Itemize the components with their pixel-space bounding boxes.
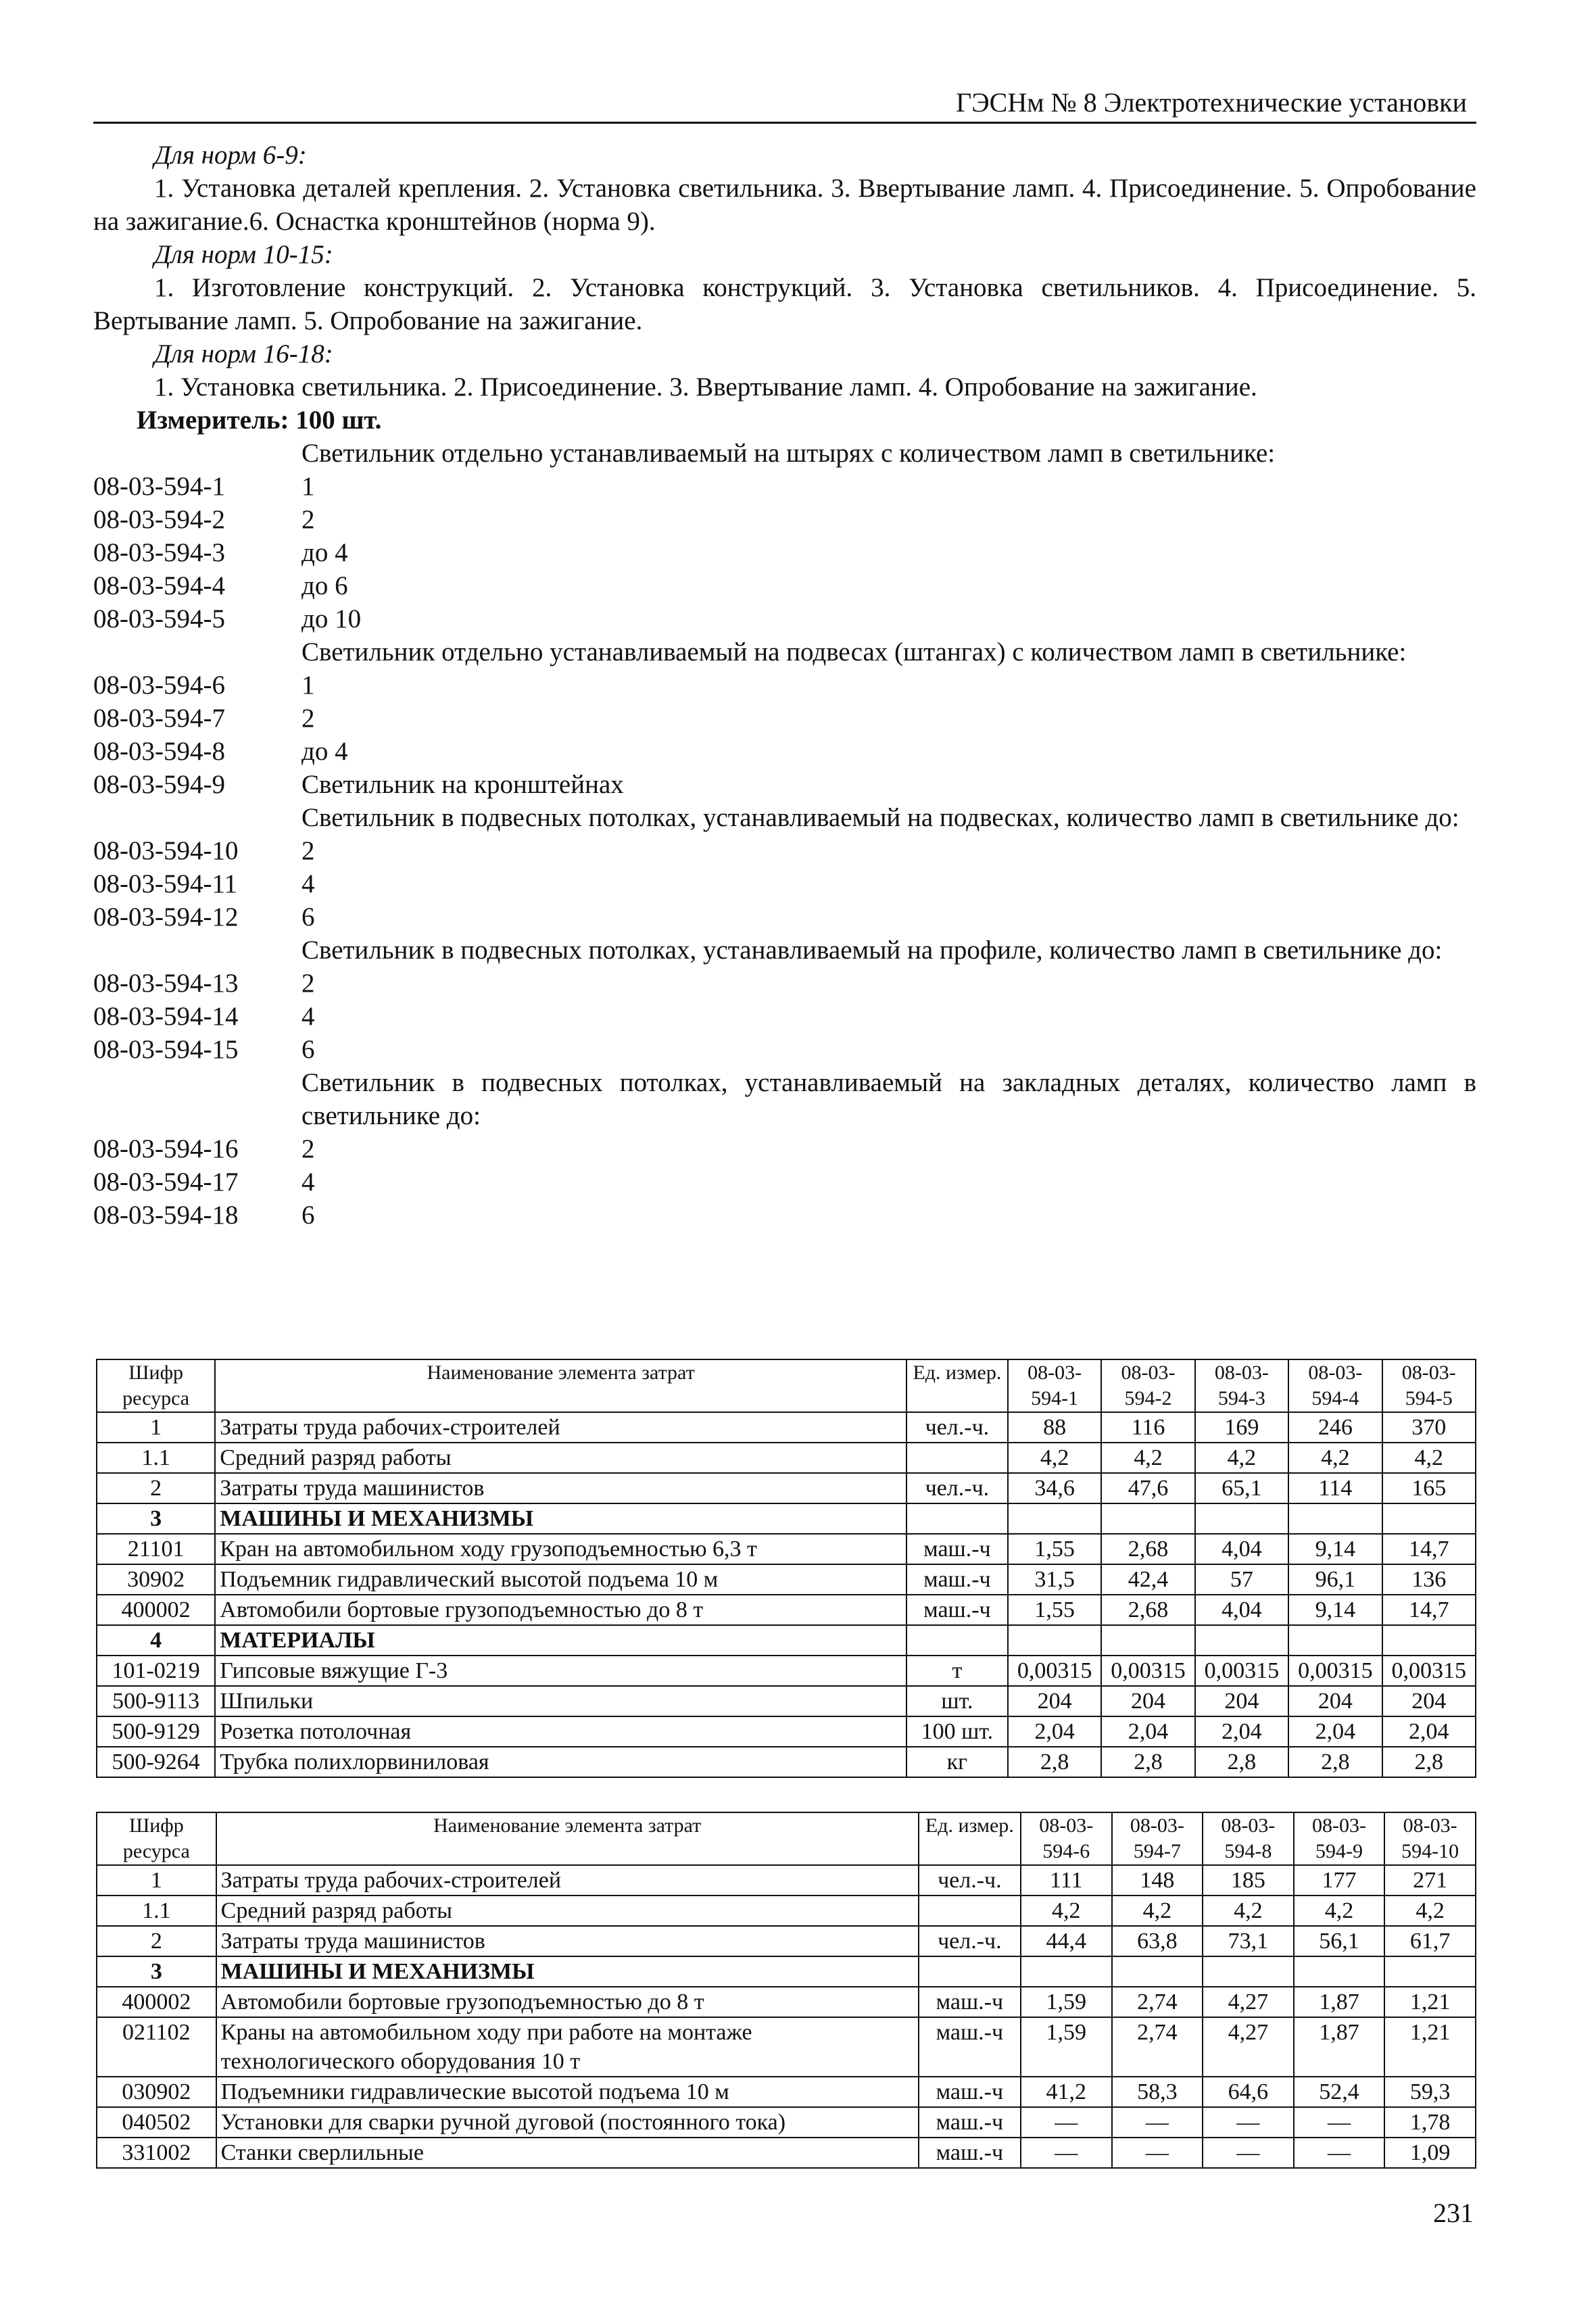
- cell-code: 331002: [97, 2138, 216, 2168]
- header-code: Шифр ресурса: [97, 1359, 215, 1412]
- cell-value: 4,2: [1382, 1443, 1476, 1473]
- cell-value: 59,3: [1384, 2077, 1476, 2107]
- cell-value: 14,7: [1382, 1595, 1476, 1625]
- measure-value: 100 шт.: [295, 406, 382, 435]
- cell-value: 4,04: [1195, 1534, 1288, 1564]
- group-title: Светильник отдельно устанавливаемый на подвесах (штангах) с количеством ламп в светильнике:: [301, 637, 1407, 667]
- cell-code: 30902: [97, 1564, 215, 1595]
- cell-value: 41,2: [1021, 2077, 1112, 2107]
- norm-row: [93, 1033, 1476, 1066]
- norm-value: 2: [301, 836, 315, 865]
- cell-name: Автомобили бортовые грузоподъемностью до 8 т: [216, 1987, 919, 2017]
- norm-code: 08-03-594-11: [93, 869, 238, 898]
- table-row: [97, 1564, 1476, 1595]
- cell-unit: маш.-ч: [906, 1534, 1008, 1564]
- norm-code: 08-03-594-12: [93, 902, 239, 932]
- page-content: [93, 139, 1476, 1232]
- cell-value: 88: [1008, 1412, 1101, 1443]
- cell-unit: маш.-ч: [919, 2077, 1021, 2107]
- norm-value: до 10: [301, 604, 362, 633]
- cell-unit: кг: [906, 1747, 1008, 1777]
- running-header: ГЭСНм № 8 Электротехнические установки: [956, 87, 1467, 118]
- cell-value: 204: [1195, 1686, 1288, 1716]
- page-number: 231: [1433, 2198, 1474, 2228]
- norm-row: [93, 669, 1476, 702]
- norm-row: [93, 768, 1476, 801]
- norm-row: [93, 967, 1476, 1000]
- norm-value: 1: [301, 472, 315, 501]
- cell-code: 400002: [97, 1595, 215, 1625]
- intro-label: Для норм 16-18:: [154, 339, 333, 368]
- cell-unit: чел.-ч.: [919, 1926, 1021, 1956]
- table-row: [97, 1534, 1476, 1564]
- section-row: [97, 1503, 1476, 1534]
- cell-value: 148: [1112, 1865, 1203, 1896]
- cell-value: —: [1294, 2107, 1385, 2138]
- cell-unit: маш.-ч: [906, 1595, 1008, 1625]
- cell-value: 4,2: [1195, 1443, 1288, 1473]
- norm-row: [93, 900, 1476, 934]
- cell-name: Подъемники гидравлические высотой подъема 10 м: [216, 2077, 919, 2107]
- cell-value: 65,1: [1195, 1473, 1288, 1503]
- cell-value: 204: [1382, 1686, 1476, 1716]
- cell-value: 2,04: [1288, 1716, 1382, 1747]
- table-header-row: [97, 1812, 1476, 1865]
- cell-value: 1,59: [1021, 2017, 1112, 2077]
- cell-code: 2: [97, 1473, 215, 1503]
- header-norm: 08-03-594-8: [1203, 1812, 1294, 1865]
- cell-unit: маш.-ч: [906, 1564, 1008, 1595]
- cell-unit: маш.-ч: [919, 2017, 1021, 2077]
- norm-row: [93, 735, 1476, 768]
- cell-name: Подъемник гидравлический высотой подъема 10 м: [215, 1564, 906, 1595]
- norm-value: до 4: [301, 538, 348, 567]
- cell-value: 185: [1203, 1865, 1294, 1896]
- table-row: [97, 1443, 1476, 1473]
- norm-code: 08-03-594-13: [93, 969, 239, 998]
- cell-value: 63,8: [1112, 1926, 1203, 1956]
- cell-value: 2,04: [1101, 1716, 1194, 1747]
- norm-code: 08-03-594-4: [93, 571, 225, 600]
- cell-code: 101-0219: [97, 1656, 215, 1686]
- cell-value: 370: [1382, 1412, 1476, 1443]
- cell-value: 2,8: [1008, 1747, 1101, 1777]
- section-title: МАШИНЫ И МЕХАНИЗМЫ: [215, 1503, 906, 1534]
- cell-code: 3: [97, 1503, 215, 1534]
- norm-code: 08-03-594-1: [93, 472, 225, 501]
- header-code: Шифр ресурса: [97, 1812, 216, 1865]
- norm-value: 2: [301, 1134, 315, 1163]
- cell-unit: чел.-ч.: [919, 1865, 1021, 1896]
- cell-value: 0,00315: [1195, 1656, 1288, 1686]
- norm-row: [93, 867, 1476, 900]
- cell-value: 2,68: [1101, 1534, 1194, 1564]
- norm-code: 08-03-594-16: [93, 1134, 239, 1163]
- cell-value: 9,14: [1288, 1534, 1382, 1564]
- table-row: [97, 1656, 1476, 1686]
- cell-value: 1,87: [1294, 1987, 1385, 2017]
- cell-value: 204: [1288, 1686, 1382, 1716]
- cell-value: —: [1112, 2138, 1203, 2168]
- cell-code: 1: [97, 1865, 216, 1896]
- cell-value: 2,8: [1101, 1747, 1194, 1777]
- cell-value: 4,2: [1101, 1443, 1194, 1473]
- table-row: [97, 1412, 1476, 1443]
- cell-value: 4,2: [1203, 1896, 1294, 1926]
- norm-value: 2: [301, 505, 315, 534]
- cell-unit: чел.-ч.: [906, 1473, 1008, 1503]
- norm-code: 08-03-594-18: [93, 1201, 239, 1230]
- table-row: [97, 1473, 1476, 1503]
- table-row: [97, 1686, 1476, 1716]
- cell-value: 58,3: [1112, 2077, 1203, 2107]
- cell-value: —: [1112, 2107, 1203, 2138]
- cell-value: 2,04: [1195, 1716, 1288, 1747]
- cell-name: Кран на автомобильном ходу грузоподъемностью 6,3 т: [215, 1534, 906, 1564]
- cell-value: —: [1203, 2138, 1294, 2168]
- cell-unit: [919, 1896, 1021, 1926]
- norm-value: 6: [301, 1201, 315, 1230]
- header-name: Наименование элемента затрат: [216, 1812, 919, 1865]
- resource-table-2: [96, 1812, 1476, 2169]
- cell-value: 31,5: [1008, 1564, 1101, 1595]
- norm-value: 4: [301, 869, 315, 898]
- norm-value: 6: [301, 902, 315, 932]
- cell-value: 116: [1101, 1412, 1194, 1443]
- cell-unit: шт.: [906, 1686, 1008, 1716]
- cell-value: 2,8: [1288, 1747, 1382, 1777]
- intro-text: 1. Установка деталей крепления. 2. Установка светильника. 3. Ввертывание ламп. 4. Присоединение. 5. Опробование на зажигание.6. Оснастка кронштейнов (норма 9).: [93, 174, 1476, 236]
- cell-value: 1,09: [1384, 2138, 1476, 2168]
- norm-value: 4: [301, 1167, 315, 1197]
- table-row: [97, 1896, 1476, 1926]
- cell-value: 44,4: [1021, 1926, 1112, 1956]
- norm-row: [93, 503, 1476, 536]
- group-title: Светильник в подвесных потолках, устанавливаемый на профиле, количество ламп в светильнике до:: [301, 936, 1443, 965]
- norm-value: до 6: [301, 571, 348, 600]
- cell-code: 021102: [97, 2017, 216, 2077]
- cell-value: 0,00315: [1008, 1656, 1101, 1686]
- cell-name: Краны на автомобильном ходу при работе на монтаже технологического оборудования 10 т: [216, 2017, 919, 2077]
- cell-name: Затраты труда машинистов: [215, 1473, 906, 1503]
- cell-code: 030902: [97, 2077, 216, 2107]
- norm-code: 08-03-594-14: [93, 1002, 239, 1031]
- cell-unit: маш.-ч: [919, 2107, 1021, 2138]
- table-row: [97, 1595, 1476, 1625]
- norm-code: 08-03-594-2: [93, 505, 225, 534]
- cell-name: Затраты труда машинистов: [216, 1926, 919, 1956]
- cell-value: 136: [1382, 1564, 1476, 1595]
- cell-value: 56,1: [1294, 1926, 1385, 1956]
- cell-value: —: [1203, 2107, 1294, 2138]
- cell-value: 73,1: [1203, 1926, 1294, 1956]
- cell-code: 500-9129: [97, 1716, 215, 1747]
- cell-name: Шпильки: [215, 1686, 906, 1716]
- measure-line: [93, 404, 1476, 437]
- cell-name: Розетка потолочная: [215, 1716, 906, 1747]
- measure-label: Измеритель:: [137, 406, 289, 435]
- cell-value: 1,21: [1384, 2017, 1476, 2077]
- cell-code: 500-9113: [97, 1686, 215, 1716]
- cell-code: 21101: [97, 1534, 215, 1564]
- cell-value: 0,00315: [1382, 1656, 1476, 1686]
- cell-code: 1: [97, 1412, 215, 1443]
- cell-name: Автомобили бортовые грузоподъемностью до 8 т: [215, 1595, 906, 1625]
- norm-row: [93, 1000, 1476, 1033]
- table-row: [97, 2077, 1476, 2107]
- intro-label: Для норм 6-9:: [154, 141, 307, 170]
- norm-code: 08-03-594-17: [93, 1167, 239, 1197]
- cell-value: 4,2: [1112, 1896, 1203, 1926]
- cell-value: 271: [1384, 1865, 1476, 1896]
- table-row: [97, 2138, 1476, 2168]
- norm-row: [93, 702, 1476, 735]
- cell-value: 1,21: [1384, 1987, 1476, 2017]
- header-norm: 08-03-594-1: [1008, 1359, 1101, 1412]
- cell-value: 0,00315: [1288, 1656, 1382, 1686]
- section-title: МАТЕРИАЛЫ: [215, 1625, 906, 1656]
- cell-value: 4,2: [1384, 1896, 1476, 1926]
- table-row: [97, 1987, 1476, 2017]
- header-unit: Ед. измер.: [919, 1812, 1021, 1865]
- cell-value: 204: [1101, 1686, 1194, 1716]
- cell-unit: маш.-ч: [919, 2138, 1021, 2168]
- cell-value: 14,7: [1382, 1534, 1476, 1564]
- cell-value: 2,8: [1382, 1747, 1476, 1777]
- norm-code: 08-03-594-6: [93, 671, 225, 700]
- header-norm: 08-03-594-7: [1112, 1812, 1203, 1865]
- cell-value: 42,4: [1101, 1564, 1194, 1595]
- cell-value: 1,87: [1294, 2017, 1385, 2077]
- cell-value: 4,2: [1021, 1896, 1112, 1926]
- table-row: [97, 1865, 1476, 1896]
- cell-value: —: [1021, 2107, 1112, 2138]
- header-norm: 08-03-594-9: [1294, 1812, 1385, 1865]
- cell-unit: [906, 1443, 1008, 1473]
- cell-value: 177: [1294, 1865, 1385, 1896]
- norm-row: [93, 470, 1476, 503]
- norm-code: 08-03-594-5: [93, 604, 225, 633]
- cell-value: 61,7: [1384, 1926, 1476, 1956]
- cell-name: Средний разряд работы: [215, 1443, 906, 1473]
- norm-row: [93, 1199, 1476, 1232]
- cell-value: 1,78: [1384, 2107, 1476, 2138]
- intro-text: 1. Изготовление конструкций. 2. Установка конструкций. 3. Установка светильников. 4. Присоединение. 5. Вертывание ламп. 5. Опробование на зажигание.: [93, 273, 1476, 335]
- table-row: [97, 1716, 1476, 1747]
- norm-value: 2: [301, 704, 315, 733]
- cell-value: 2,04: [1382, 1716, 1476, 1747]
- table-row: [97, 1926, 1476, 1956]
- cell-value: 204: [1008, 1686, 1101, 1716]
- cell-code: 400002: [97, 1987, 216, 2017]
- norm-code: 08-03-594-9: [93, 770, 225, 799]
- norm-row: [93, 602, 1476, 635]
- cell-value: 96,1: [1288, 1564, 1382, 1595]
- cell-value: 4,27: [1203, 2017, 1294, 2077]
- cell-value: 2,74: [1112, 1987, 1203, 2017]
- norm-code: 08-03-594-7: [93, 704, 225, 733]
- cell-value: 2,68: [1101, 1595, 1194, 1625]
- header-unit: Ед. измер.: [906, 1359, 1008, 1412]
- table-row: [97, 2017, 1476, 2077]
- section-row: [97, 1956, 1476, 1987]
- cell-value: —: [1294, 2138, 1385, 2168]
- norm-row: [93, 569, 1476, 602]
- header-norm: 08-03-594-6: [1021, 1812, 1112, 1865]
- cell-value: 34,6: [1008, 1473, 1101, 1503]
- cell-value: 2,8: [1195, 1747, 1288, 1777]
- section-title: МАШИНЫ И МЕХАНИЗМЫ: [216, 1956, 919, 1987]
- norm-row: [93, 1132, 1476, 1165]
- cell-value: 114: [1288, 1473, 1382, 1503]
- norm-row: [93, 834, 1476, 867]
- cell-name: Затраты труда рабочих-строителей: [216, 1865, 919, 1896]
- cell-code: 3: [97, 1956, 216, 1987]
- cell-value: 0,00315: [1101, 1656, 1194, 1686]
- norm-row: [93, 1165, 1476, 1199]
- cell-value: 246: [1288, 1412, 1382, 1443]
- norm-value: 6: [301, 1035, 315, 1064]
- cell-value: 1,55: [1008, 1595, 1101, 1625]
- cell-value: 57: [1195, 1564, 1288, 1595]
- cell-unit: т: [906, 1656, 1008, 1686]
- norm-code: 08-03-594-3: [93, 538, 225, 567]
- header-norm: 08-03-594-10: [1384, 1812, 1476, 1865]
- cell-unit: чел.-ч.: [906, 1412, 1008, 1443]
- header-rule: [93, 122, 1476, 124]
- table-header-row: [97, 1359, 1476, 1412]
- cell-code: 1.1: [97, 1896, 216, 1926]
- cell-value: 4,2: [1008, 1443, 1101, 1473]
- header-name: Наименование элемента затрат: [215, 1359, 906, 1412]
- table-row: [97, 2107, 1476, 2138]
- cell-value: 4,2: [1294, 1896, 1385, 1926]
- intro-text: 1. Установка светильника. 2. Присоединение. 3. Ввертывание ламп. 4. Опробование на зажигание.: [154, 372, 1257, 402]
- cell-name: Установки для сварки ручной дуговой (постоянного тока): [216, 2107, 919, 2138]
- cell-value: 52,4: [1294, 2077, 1385, 2107]
- cell-value: 2,04: [1008, 1716, 1101, 1747]
- cell-name: Трубка полихлорвиниловая: [215, 1747, 906, 1777]
- section-row: [97, 1625, 1476, 1656]
- cell-value: 64,6: [1203, 2077, 1294, 2107]
- cell-value: 2,74: [1112, 2017, 1203, 2077]
- header-norm: 08-03-594-3: [1195, 1359, 1288, 1412]
- cell-unit: 100 шт.: [906, 1716, 1008, 1747]
- norm-row: [93, 536, 1476, 569]
- cell-name: Затраты труда рабочих-строителей: [215, 1412, 906, 1443]
- intro-block: [93, 139, 1476, 404]
- header-norm: 08-03-594-2: [1101, 1359, 1194, 1412]
- cell-name: Станки сверлильные: [216, 2138, 919, 2168]
- header-norm: 08-03-594-5: [1382, 1359, 1476, 1412]
- cell-code: 040502: [97, 2107, 216, 2138]
- cell-value: —: [1021, 2138, 1112, 2168]
- cell-name: Средний разряд работы: [216, 1896, 919, 1926]
- cell-code: 500-9264: [97, 1747, 215, 1777]
- cell-value: 111: [1021, 1865, 1112, 1896]
- cell-value: 1,59: [1021, 1987, 1112, 2017]
- group-title: Светильник отдельно устанавливаемый на штырях с количеством ламп в светильнике:: [301, 439, 1276, 468]
- norm-value: 2: [301, 969, 315, 998]
- cell-code: 4: [97, 1625, 215, 1656]
- norm-code: 08-03-594-10: [93, 836, 239, 865]
- resource-table-1: [96, 1359, 1476, 1778]
- cell-value: 1,55: [1008, 1534, 1101, 1564]
- norm-code: 08-03-594-15: [93, 1035, 239, 1064]
- table-row: [97, 1747, 1476, 1777]
- cell-value: 165: [1382, 1473, 1476, 1503]
- intro-label: Для норм 10-15:: [154, 240, 333, 269]
- cell-value: 47,6: [1101, 1473, 1194, 1503]
- cell-value: 4,04: [1195, 1595, 1288, 1625]
- norm-code: 08-03-594-8: [93, 737, 225, 766]
- header-norm: 08-03-594-4: [1288, 1359, 1382, 1412]
- cell-unit: маш.-ч: [919, 1987, 1021, 2017]
- cell-value: 4,27: [1203, 1987, 1294, 2017]
- group-title: Светильник в подвесных потолках, устанавливаемый на подвесках, количество ламп в светильнике до:: [301, 803, 1459, 832]
- norm-value: до 4: [301, 737, 348, 766]
- cell-value: 4,2: [1288, 1443, 1382, 1473]
- norm-value: Светильник на кронштейнах: [301, 770, 624, 799]
- cell-code: 1.1: [97, 1443, 215, 1473]
- cell-name: Гипсовые вяжущие Г-3: [215, 1656, 906, 1686]
- cell-value: 169: [1195, 1412, 1288, 1443]
- group-title: Светильник в подвесных потолках, устанавливаемый на закладных деталях, количество ламп в светильнике до:: [301, 1068, 1476, 1130]
- norm-value: 4: [301, 1002, 315, 1031]
- cell-value: 9,14: [1288, 1595, 1382, 1625]
- cell-code: 2: [97, 1926, 216, 1956]
- norm-value: 1: [301, 671, 315, 700]
